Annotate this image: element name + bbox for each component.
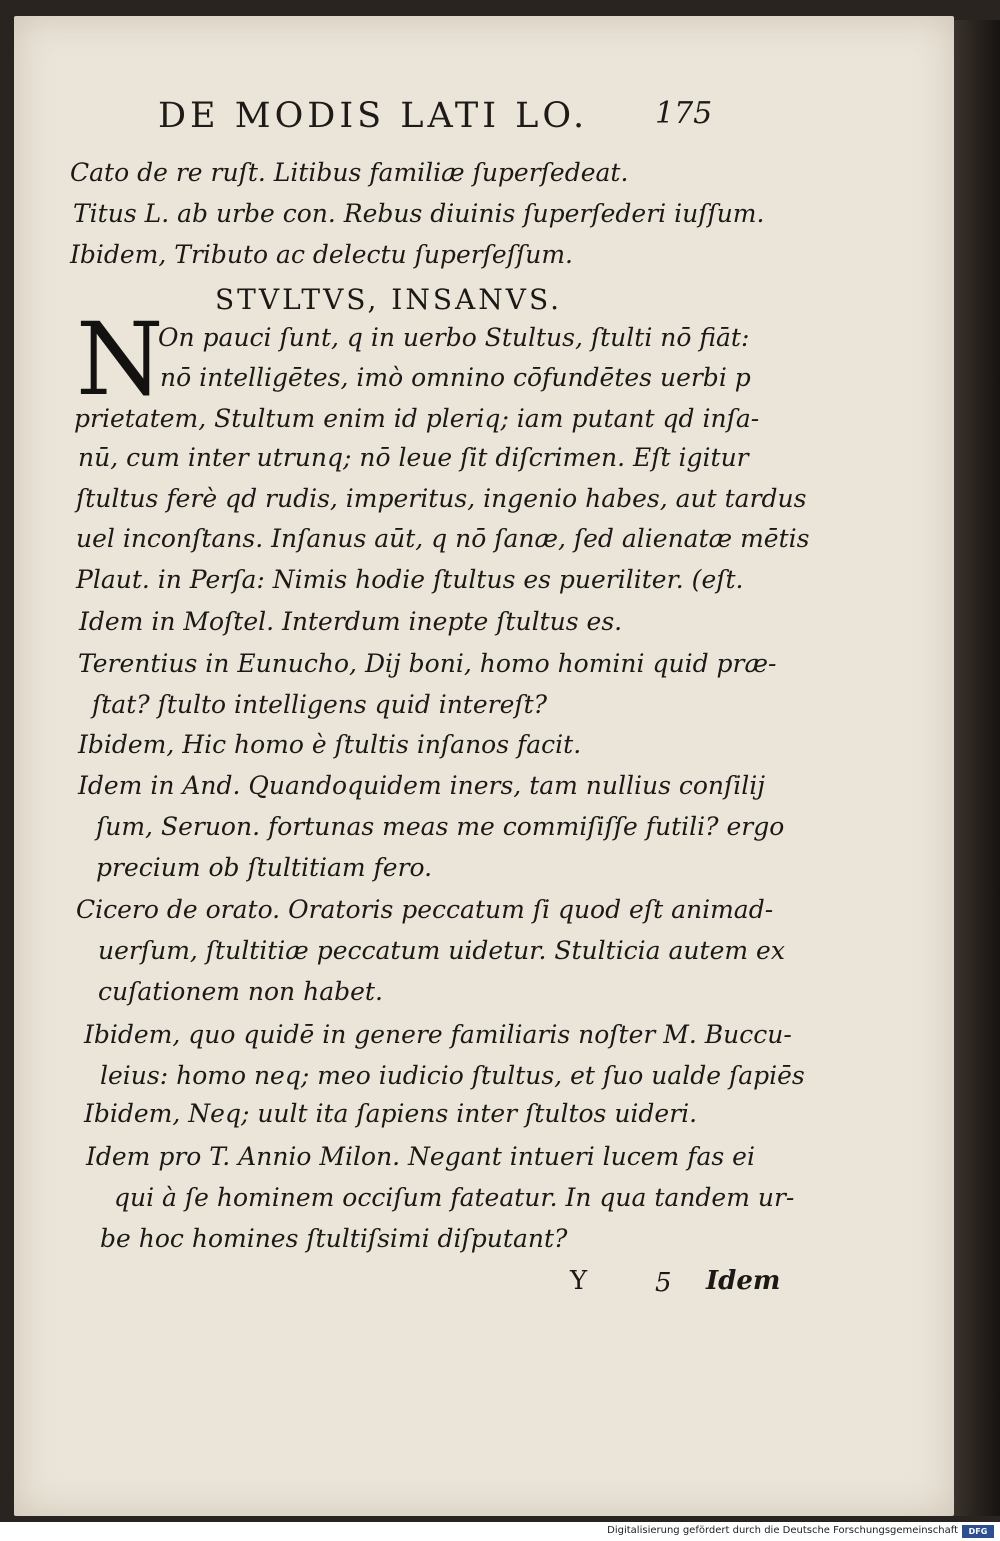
text-line: Ibidem, Hic homo è ſtultis inſanos facit. [78,730,582,759]
credit-text: Digitalisierung gefördert durch die Deutsche Forschungsgemeinschaft [607,1525,958,1536]
text-line: Titus L. ab urbe con. Rebus diuinis ſuperſederi iuſſum. [73,199,765,228]
text-line: Cicero de orato. Oratoris peccatum ſi quod eſt animad- [76,895,774,924]
text-line: cuſationem non habet. [98,977,383,1006]
text-line: Ibidem, Neq; uult ita ſapiens inter ſtultos uideri. [84,1099,698,1128]
text-line: nō intelligētes, imò omnino cōfundētes uerbi p [160,363,751,392]
text-line: be hoc homines ſtultiſsimi diſputant? [100,1224,568,1253]
text-line: prietatem, Stultum enim id pleriq; iam putant qd inſa- [74,404,760,433]
section-heading: STVLTVS, INSANVS. [215,283,563,316]
page-edge [954,20,1000,1516]
text-line: Idem in And. Quandoquidem iners, tam nullius conſilij [78,771,766,800]
text-line: Idem in Moſtel. Interdum inepte ſtultus es. [79,607,623,636]
dfg-logo-icon: DFG [962,1525,994,1538]
text-line: leius: homo neq; meo iudicio ſtultus, et ſuo ualde ſapiēs [100,1061,805,1090]
text-line: ſtat? ſtulto intelligens quid intereſt? [92,690,548,719]
text-line: uerſum, ſtultitiæ peccatum uidetur. Stulticia autem ex [98,936,785,965]
text-line: Cato de re ruſt. Litibus familiæ ſuperſedeat. [70,158,629,187]
running-head: DE MODIS LATI LO. [158,96,589,136]
text-line: ſtultus ferè qd rudis, imperitus, ingenio habes, aut tardus [76,484,807,513]
text-line: Ibidem, quo quidē in genere familiaris noſter M. Buccu- [84,1020,792,1049]
text-line: nū, cum inter utrunq; nō leue ſit diſcrimen. Eſt igitur [78,443,749,472]
text-line: Idem pro T. Annio Milon. Negant intueri lucem fas ei [86,1142,755,1171]
text-line: On pauci ſunt, q in uerbo Stultus, ſtulti nō fiāt: [158,323,750,352]
signature-number: 5 [655,1268,672,1298]
text-line: qui à ſe hominem occiſum fateatur. In qua tandem ur- [114,1183,795,1212]
catchword: Idem [706,1266,781,1296]
text-line: Terentius in Eunucho, Dij boni, homo homini quid præ- [78,649,777,678]
page-number: 175 [655,96,713,131]
text-line: Plaut. in Perſa: Nimis hodie ſtultus es pueriliter. (eſt. [76,565,744,594]
text-line: Ibidem, Tributo ac delectu ſuperſeſſum. [70,240,573,269]
text-line: uel inconſtans. Inſanus aūt, q nō ſanæ, ſed alienatæ mētis [76,524,810,553]
text-line: precium ob ſtultitiam fero. [96,853,433,882]
signature-mark: Y [570,1266,588,1296]
credit-bar [0,1522,1000,1541]
drop-capital: N [76,301,164,418]
text-line: ſum, Seruon. fortunas meas me commiſiſſe futili? ergo [96,812,785,841]
